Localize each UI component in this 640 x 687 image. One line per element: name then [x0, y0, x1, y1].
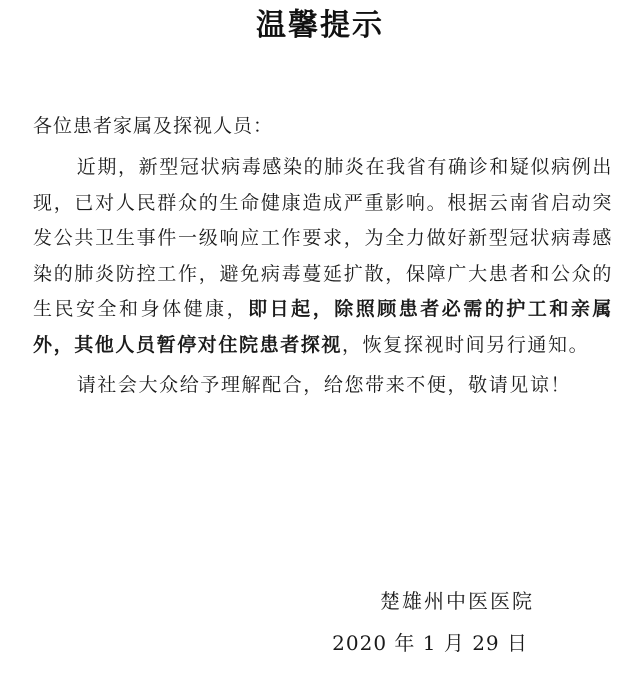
signature-hospital: 楚雄州中医医院 [380, 589, 534, 613]
notice-date: 2020 年 1 月 29 日 [332, 631, 528, 655]
salutation: 各位患者家属及探视人员： [33, 115, 274, 137]
notice-body [33, 150, 613, 403]
notice-title: 温馨提示 [256, 8, 384, 43]
paragraph-apology: 请社会大众给予理解配合，给您带来不便，敬请见谅！ [76, 373, 572, 396]
paragraph-main-emphasis: 即日起，除照顾患者必需的护工和亲属外，其他人员暂停对住院患者探视 [33, 298, 613, 356]
paragraph-main-intro: 近期，新型冠状病毒感染的肺炎在我省有确诊和疑似病例出现，已对人民群众的生命健康造成严重影响。根据云南省启动突发公共卫生事件一级响应工作要求，为全力做好新型冠状病毒感染的肺炎防控工作，避免病毒蔓延扩散，保障广大患者和公众的生民安全和身体健康， [33, 156, 613, 321]
paragraph-main [33, 150, 613, 364]
paragraph-main-closing: ，恢复探视时间另行通知。 [342, 333, 590, 356]
